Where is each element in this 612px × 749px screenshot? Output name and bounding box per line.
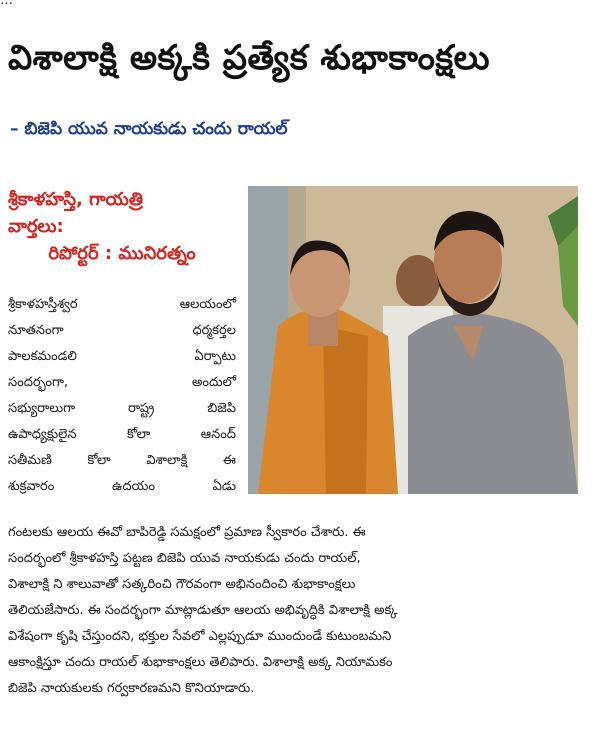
column-word: కోలా [126,427,151,442]
column-word: కోలా [87,453,111,468]
dateline-news: వార్తలు: [8,216,64,237]
column-word: ఏడు [212,479,236,494]
dateline-place: శ్రీకాళహస్తి, గాయత్రి [8,189,143,210]
body-line: సందర్భంలో శ్రీకాళహస్తి పట్టణ బిజెపి యువ నాయకుడు చందు రాయల్, [8,551,361,566]
body-line: విశాలాక్షి ని శాలువాతో సత్కరించి గౌరవంగా అభినందించి శుభాకాంక్షలు [8,577,356,592]
headline: విశాలాక్షి అక్కకి ప్రత్యేక శుభాకాంక్షలు [8,38,491,78]
column-word: సందర్భంగా, [8,375,69,390]
column-word: ధర్మకర్తల [192,323,236,338]
column-word: ఈ [223,453,236,468]
column-line [8,292,236,318]
column-word: శుక్రవారం [8,479,55,494]
column-word: ఉదయం [112,479,155,494]
article-body [8,520,598,702]
subheadline: – బిజెపి యువ నాయకుడు చందు రాయల్ [10,119,288,139]
body-line: బిజెపి నాయకులకు గర్వకారణమని కొనియాడారు. [8,681,255,696]
column-line [8,422,236,448]
column-word: బిజెపి [207,401,236,416]
column-word: సతీమణి [8,453,52,468]
column-line [8,396,236,422]
body-line: విశేషంగా కృషి చేస్తుందని, భక్తుల సేవలో ఎల్లప్పుడూ ముందుండే కుటుంబమని [8,629,392,644]
body-line: తెలియజేసారు. ఈ సందర్భంగా మాట్లాడుతూ ఆలయ అభివృద్ధికి విశాలాక్షి అక్క [8,603,398,618]
article-column [8,292,236,500]
column-line [8,344,236,370]
column-word: రాష్ట్ర [127,401,155,416]
body-line: గంటలకు ఆలయ ఈవో బాపిరెడ్డి సమక్షంలో ప్రమాణ స్వీకారం చేశారు. ఈ [8,525,366,540]
dateline [8,186,236,267]
column-word: ఆనంద్ [200,427,236,442]
column-word: పాలకమండలి [8,349,77,364]
column-word: సభ్యురాలుగా [8,401,76,416]
column-word: ఆలయంలో [179,297,236,312]
column-word: అందులో [191,375,236,390]
column-line [8,370,236,396]
column-word: ఉపాధ్యక్షులైన [8,427,77,442]
column-word: శ్రీకాళహస్తీశ్వర [8,297,78,312]
body-line: ఆకాంక్షిస్తూ చందు రాయల్ శుభాకాంక్షలు తెలిపారు. విశాలాక్షి అక్క నియామకం [8,655,393,670]
column-word: ఏర్పాటు [194,349,236,364]
column-word: విశాలాక్షి [146,453,188,468]
news-photo [248,186,578,494]
top-cut-text: … [0,0,13,8]
column-line [8,318,236,344]
column-line [8,448,236,474]
reporter-credit: రిపోర్టర్ : మునిరత్నం [48,243,196,264]
column-line [8,474,236,500]
column-word: నూతనంగా [8,323,64,338]
